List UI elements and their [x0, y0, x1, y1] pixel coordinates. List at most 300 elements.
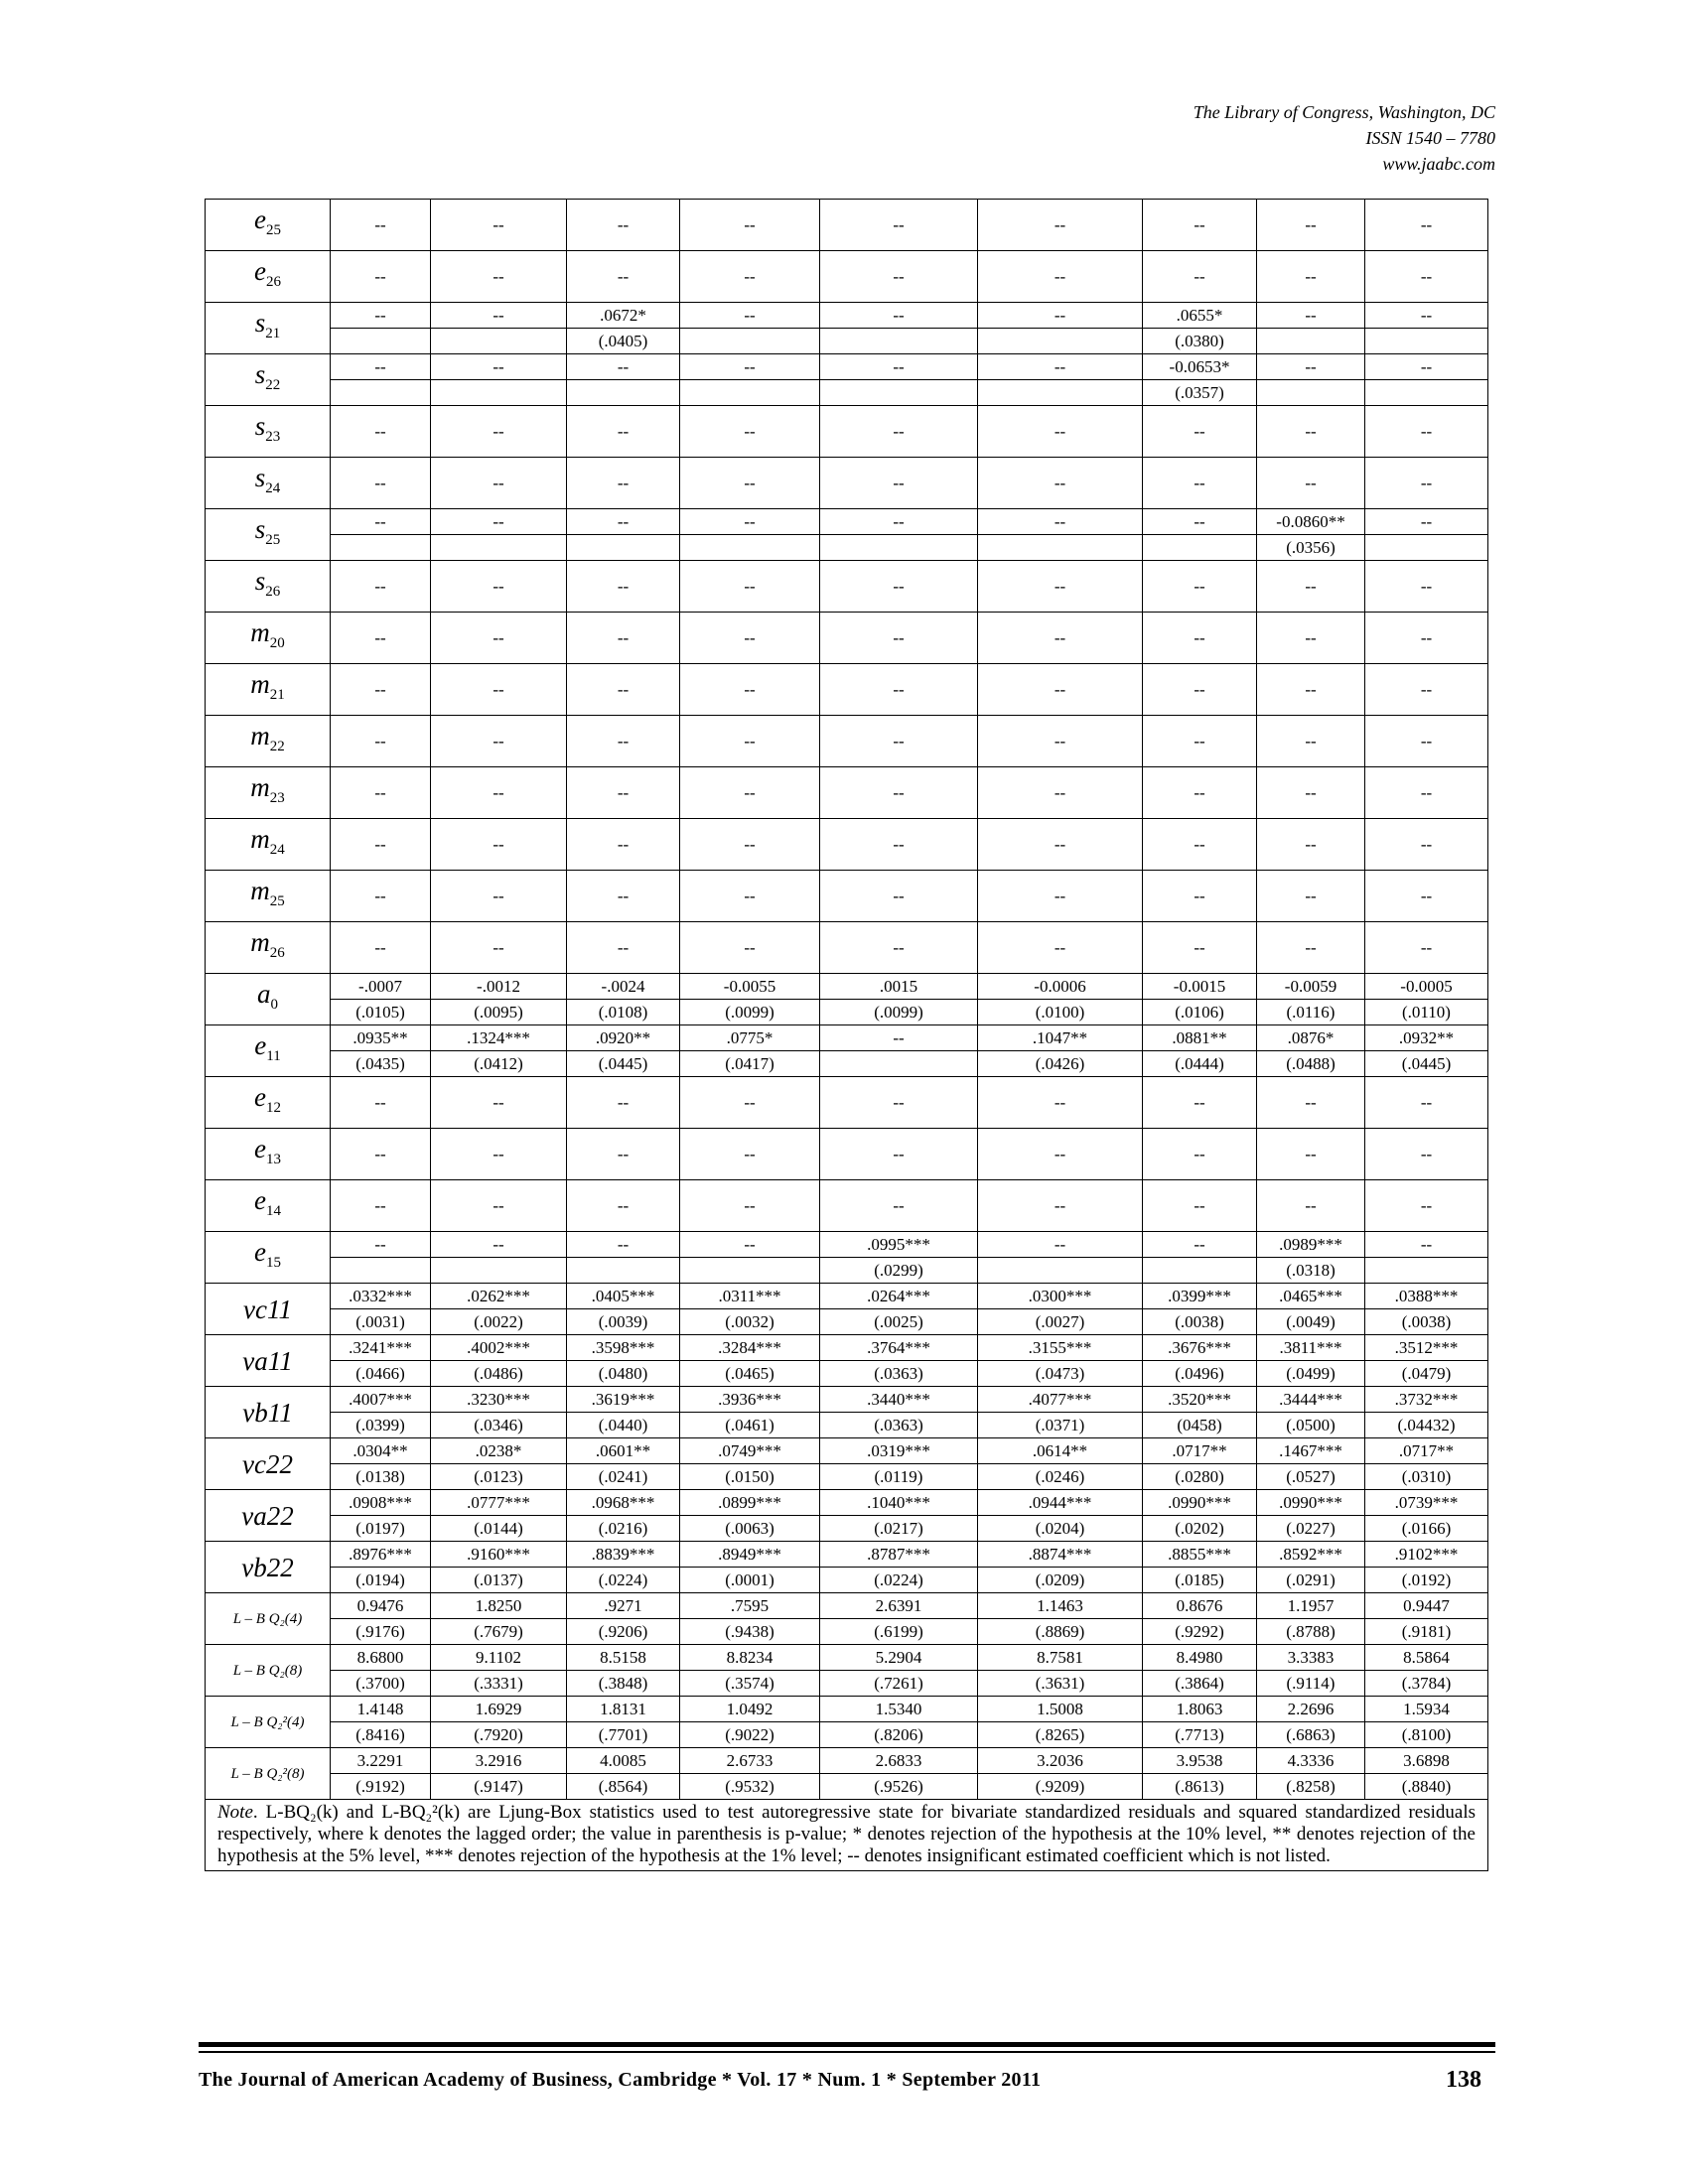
- stderr-cell: (.0435): [331, 1051, 431, 1077]
- coefficient-cell: --: [1365, 1077, 1488, 1129]
- table-row: [206, 354, 1488, 380]
- stderr-cell: (.0445): [567, 1051, 680, 1077]
- table-row: [206, 458, 1488, 509]
- stderr-cell: (.0204): [978, 1516, 1143, 1542]
- coefficient-cell: --: [431, 767, 567, 819]
- coefficient-cell: --: [567, 819, 680, 871]
- coefficient-cell: 1.4148: [331, 1697, 431, 1722]
- coefficient-cell: 3.6898: [1365, 1748, 1488, 1774]
- coefficient-cell: --: [820, 819, 978, 871]
- row-label-subscript: 26: [265, 274, 281, 290]
- coefficient-cell: --: [680, 1129, 820, 1180]
- row-label-subscript: 25: [265, 532, 281, 548]
- table-row-stderr: [206, 380, 1488, 406]
- coefficient-cell: 2.6833: [820, 1748, 978, 1774]
- stderr-cell: (.0194): [331, 1568, 431, 1593]
- stderr-cell: (.3631): [978, 1671, 1143, 1697]
- stderr-cell: (.0166): [1365, 1516, 1488, 1542]
- row-label: [206, 1542, 331, 1593]
- stderr-cell: [431, 1258, 567, 1284]
- table-row: [206, 716, 1488, 767]
- coefficient-cell: .3241***: [331, 1335, 431, 1361]
- stderr-cell: [431, 380, 567, 406]
- row-label-symbol: m: [250, 927, 270, 957]
- row-label: [206, 303, 331, 354]
- stderr-cell: (.0280): [1143, 1464, 1257, 1490]
- coefficient-cell: .0311***: [680, 1284, 820, 1309]
- stderr-cell: (.3700): [331, 1671, 431, 1697]
- coefficient-cell: .3732***: [1365, 1387, 1488, 1413]
- table-row-stderr: [206, 1516, 1488, 1542]
- stderr-cell: (.0150): [680, 1464, 820, 1490]
- row-label-symbol: va22: [241, 1500, 294, 1531]
- coefficient-cell: .1040***: [820, 1490, 978, 1516]
- coefficient-cell: --: [978, 1077, 1143, 1129]
- table-row-stderr: [206, 1619, 1488, 1645]
- coefficient-cell: --: [978, 613, 1143, 664]
- coefficient-cell: --: [1365, 458, 1488, 509]
- stderr-cell: (.0486): [431, 1361, 567, 1387]
- coefficient-cell: .9160***: [431, 1542, 567, 1568]
- coefficient-cell: --: [1365, 767, 1488, 819]
- coefficient-cell: --: [1257, 767, 1365, 819]
- coefficient-cell: .0990***: [1257, 1490, 1365, 1516]
- stderr-cell: [978, 535, 1143, 561]
- stderr-cell: (.9292): [1143, 1619, 1257, 1645]
- stderr-cell: (.0399): [331, 1413, 431, 1438]
- coefficient-cell: --: [567, 354, 680, 380]
- coefficient-cell: --: [567, 561, 680, 613]
- table-row: [206, 767, 1488, 819]
- coefficient-cell: 0.8676: [1143, 1593, 1257, 1619]
- coefficient-cell: --: [1257, 561, 1365, 613]
- coefficient-cell: .0264***: [820, 1284, 978, 1309]
- coefficient-cell: --: [331, 1077, 431, 1129]
- coefficient-cell: .0319***: [820, 1438, 978, 1464]
- coefficient-cell: --: [820, 354, 978, 380]
- coefficient-cell: --: [331, 613, 431, 664]
- stderr-cell: [680, 1258, 820, 1284]
- coefficient-cell: --: [1365, 1180, 1488, 1232]
- row-label-symbol: vb22: [241, 1552, 294, 1582]
- row-label-subscript: 24: [265, 480, 281, 496]
- stderr-cell: (.3784): [1365, 1671, 1488, 1697]
- coefficient-cell: --: [431, 819, 567, 871]
- stderr-cell: (.0444): [1143, 1051, 1257, 1077]
- coefficient-cell: --: [431, 1232, 567, 1258]
- footer-journal: The Journal of American Academy of Business, Cambridge * Vol. 17 * Num. 1 * September 2011: [199, 2069, 1042, 2091]
- coefficient-cell: --: [567, 664, 680, 716]
- coefficient-cell: .0601**: [567, 1438, 680, 1464]
- coefficient-cell: 1.8131: [567, 1697, 680, 1722]
- coefficient-cell: 0.9476: [331, 1593, 431, 1619]
- coefficient-cell: 5.2904: [820, 1645, 978, 1671]
- coefficient-cell: --: [1257, 871, 1365, 922]
- coefficient-cell: --: [1143, 1180, 1257, 1232]
- stderr-cell: [1365, 535, 1488, 561]
- row-label: [206, 1438, 331, 1490]
- table-row: [206, 871, 1488, 922]
- coefficient-cell: 3.9538: [1143, 1748, 1257, 1774]
- coefficient-cell: --: [567, 613, 680, 664]
- stderr-cell: (.0499): [1257, 1361, 1365, 1387]
- table-row: [206, 613, 1488, 664]
- stderr-cell: (.0224): [820, 1568, 978, 1593]
- coefficient-cell: --: [1143, 406, 1257, 458]
- stderr-cell: (.0473): [978, 1361, 1143, 1387]
- stderr-cell: [1365, 1258, 1488, 1284]
- row-label: [206, 1748, 331, 1800]
- row-label: [206, 1077, 331, 1129]
- stderr-cell: (.6199): [820, 1619, 978, 1645]
- coefficient-cell: 2.6391: [820, 1593, 978, 1619]
- stderr-cell: [978, 380, 1143, 406]
- coefficient-cell: --: [978, 354, 1143, 380]
- coefficient-cell: --: [820, 1077, 978, 1129]
- coefficient-cell: .3440***: [820, 1387, 978, 1413]
- table-row: [206, 1542, 1488, 1568]
- coefficient-cell: --: [567, 458, 680, 509]
- stderr-cell: (0458): [1143, 1413, 1257, 1438]
- coefficient-cell: --: [978, 871, 1143, 922]
- coefficient-cell: 8.5864: [1365, 1645, 1488, 1671]
- coefficient-cell: --: [1143, 1129, 1257, 1180]
- row-label: [206, 458, 331, 509]
- stderr-cell: [567, 380, 680, 406]
- coefficient-cell: --: [820, 767, 978, 819]
- row-label-symbol: s: [254, 411, 266, 441]
- row-label: [206, 509, 331, 561]
- stderr-cell: (.04432): [1365, 1413, 1488, 1438]
- coefficient-cell: .0465***: [1257, 1284, 1365, 1309]
- row-label-symbol: s: [254, 566, 266, 596]
- table-row: [206, 561, 1488, 613]
- coefficient-cell: --: [1143, 1077, 1257, 1129]
- table-note: [206, 1800, 1488, 1871]
- stderr-cell: (.0480): [567, 1361, 680, 1387]
- coefficient-cell: .0614**: [978, 1438, 1143, 1464]
- coefficient-cell: --: [978, 1232, 1143, 1258]
- row-label: [206, 664, 331, 716]
- coefficient-cell: 1.5008: [978, 1697, 1143, 1722]
- stderr-cell: (.0038): [1143, 1309, 1257, 1335]
- coefficient-cell: 1.5340: [820, 1697, 978, 1722]
- coefficient-cell: 8.5158: [567, 1645, 680, 1671]
- coefficient-cell: --: [978, 509, 1143, 535]
- coefficient-cell: 8.7581: [978, 1645, 1143, 1671]
- table-row-stderr: [206, 1309, 1488, 1335]
- row-label-symbol: vb11: [242, 1397, 293, 1428]
- coefficient-cell: 3.2036: [978, 1748, 1143, 1774]
- stderr-cell: [1365, 380, 1488, 406]
- row-label-subscript: 0: [270, 997, 278, 1013]
- coefficient-cell: .0968***: [567, 1490, 680, 1516]
- coefficient-cell: -0.0653*: [1143, 354, 1257, 380]
- stderr-cell: (.8564): [567, 1774, 680, 1800]
- stderr-cell: (.7261): [820, 1671, 978, 1697]
- coefficient-cell: --: [978, 458, 1143, 509]
- coefficient-cell: 4.0085: [567, 1748, 680, 1774]
- stderr-cell: (.0185): [1143, 1568, 1257, 1593]
- coefficient-cell: .1047**: [978, 1025, 1143, 1051]
- coefficient-cell: --: [978, 406, 1143, 458]
- stderr-cell: (.8206): [820, 1722, 978, 1748]
- row-label: [206, 974, 331, 1025]
- stderr-cell: (.0001): [680, 1568, 820, 1593]
- estimation-results-table: [205, 199, 1488, 1871]
- coefficient-cell: -0.0860**: [1257, 509, 1365, 535]
- coefficient-cell: -0.0015: [1143, 974, 1257, 1000]
- coefficient-cell: .0775*: [680, 1025, 820, 1051]
- coefficient-cell: 9.1102: [431, 1645, 567, 1671]
- row-label: [206, 716, 331, 767]
- coefficient-cell: .0238*: [431, 1438, 567, 1464]
- table-row-stderr: [206, 1051, 1488, 1077]
- note-label: Note: [217, 1802, 253, 1823]
- table-row: [206, 819, 1488, 871]
- stderr-cell: [820, 329, 978, 354]
- header-library: The Library of Congress, Washington, DC: [1193, 102, 1495, 122]
- table-row: [206, 1284, 1488, 1309]
- stderr-cell: (.0022): [431, 1309, 567, 1335]
- stderr-cell: (.0466): [331, 1361, 431, 1387]
- coefficient-cell: .0672*: [567, 303, 680, 329]
- table-row: [206, 1129, 1488, 1180]
- coefficient-cell: .0015: [820, 974, 978, 1000]
- coefficient-cell: --: [978, 561, 1143, 613]
- row-label-subscript: 23: [265, 429, 281, 445]
- row-label-subscript: 21: [265, 326, 281, 341]
- coefficient-cell: --: [431, 303, 567, 329]
- stderr-cell: (.0197): [331, 1516, 431, 1542]
- coefficient-cell: --: [567, 200, 680, 251]
- row-label-symbol: m: [250, 772, 270, 802]
- row-label-symbol: s: [254, 514, 266, 544]
- stderr-cell: (.0363): [820, 1413, 978, 1438]
- coefficient-cell: --: [1365, 509, 1488, 535]
- coefficient-cell: .0304**: [331, 1438, 431, 1464]
- coefficient-cell: --: [331, 251, 431, 303]
- coefficient-cell: 8.4980: [1143, 1645, 1257, 1671]
- stderr-cell: (.0357): [1143, 380, 1257, 406]
- coefficient-cell: .0388***: [1365, 1284, 1488, 1309]
- coefficient-cell: --: [978, 664, 1143, 716]
- coefficient-cell: --: [680, 561, 820, 613]
- stderr-cell: (.3864): [1143, 1671, 1257, 1697]
- note-text: . L-BQ₂(k) and L-BQ₂²(k) are Ljung-Box statistics used to test autoregressive state for bivariate standardized residuals and squared standardized residuals respectively, where k denotes the lagged order; the value in parenthesis is p-value; * denotes rejection of the hypothesis at the 10% level, ** denotes rejection of the hypothesis at the 5% level, *** denotes rejection of the hypothesis at the 1% level; -- denotes insignificant estimated coefficient which is not listed.: [217, 1802, 1476, 1866]
- row-label-symbol: s: [254, 463, 266, 492]
- table-row-stderr: [206, 1464, 1488, 1490]
- table-row-stderr: [206, 1413, 1488, 1438]
- stderr-cell: (.0039): [567, 1309, 680, 1335]
- coefficient-cell: --: [1365, 1129, 1488, 1180]
- coefficient-cell: --: [331, 509, 431, 535]
- coefficient-cell: --: [978, 251, 1143, 303]
- coefficient-cell: --: [1257, 303, 1365, 329]
- stderr-cell: (.7713): [1143, 1722, 1257, 1748]
- coefficient-cell: 3.2291: [331, 1748, 431, 1774]
- coefficient-cell: --: [331, 354, 431, 380]
- coefficient-cell: 1.1957: [1257, 1593, 1365, 1619]
- row-label: [206, 1129, 331, 1180]
- coefficient-cell: --: [680, 1180, 820, 1232]
- coefficient-cell: --: [1365, 819, 1488, 871]
- stderr-cell: (.8840): [1365, 1774, 1488, 1800]
- coefficient-cell: --: [820, 458, 978, 509]
- coefficient-cell: -.0024: [567, 974, 680, 1000]
- stderr-cell: (.0417): [680, 1051, 820, 1077]
- coefficient-cell: .0739***: [1365, 1490, 1488, 1516]
- coefficient-cell: .3444***: [1257, 1387, 1365, 1413]
- coefficient-cell: --: [978, 819, 1143, 871]
- row-label-subscript: 24: [269, 842, 285, 858]
- stderr-cell: (.0100): [978, 1000, 1143, 1025]
- stderr-cell: (.3848): [567, 1671, 680, 1697]
- coefficient-cell: 1.5934: [1365, 1697, 1488, 1722]
- coefficient-cell: --: [820, 251, 978, 303]
- coefficient-cell: .4077***: [978, 1387, 1143, 1413]
- stderr-cell: [331, 535, 431, 561]
- stderr-cell: [1143, 1258, 1257, 1284]
- stderr-cell: (.0224): [567, 1568, 680, 1593]
- coefficient-cell: --: [567, 509, 680, 535]
- coefficient-cell: --: [431, 1180, 567, 1232]
- coefficient-cell: --: [331, 561, 431, 613]
- coefficient-cell: -.0012: [431, 974, 567, 1000]
- coefficient-cell: .8874***: [978, 1542, 1143, 1568]
- row-label: [206, 1490, 331, 1542]
- row-label-subscript: 12: [265, 1100, 281, 1116]
- table-row: [206, 509, 1488, 535]
- coefficient-cell: --: [680, 406, 820, 458]
- row-label-symbol: L – B Q₂(4): [232, 1610, 303, 1627]
- coefficient-cell: --: [820, 406, 978, 458]
- coefficient-cell: --: [431, 561, 567, 613]
- row-label-subscript: 14: [265, 1203, 281, 1219]
- coefficient-cell: --: [1143, 458, 1257, 509]
- stderr-cell: (.9438): [680, 1619, 820, 1645]
- row-label: [206, 354, 331, 406]
- coefficient-cell: --: [1257, 354, 1365, 380]
- coefficient-cell: --: [567, 406, 680, 458]
- stderr-cell: [820, 1051, 978, 1077]
- coefficient-cell: --: [1257, 664, 1365, 716]
- coefficient-cell: --: [1257, 406, 1365, 458]
- coefficient-cell: --: [680, 354, 820, 380]
- table-row-stderr: [206, 1568, 1488, 1593]
- stderr-cell: [680, 380, 820, 406]
- stderr-cell: (.0241): [567, 1464, 680, 1490]
- stderr-cell: (.9206): [567, 1619, 680, 1645]
- coefficient-cell: .0908***: [331, 1490, 431, 1516]
- coefficient-cell: --: [567, 251, 680, 303]
- coefficient-cell: .0990***: [1143, 1490, 1257, 1516]
- coefficient-cell: --: [1257, 1180, 1365, 1232]
- coefficient-cell: .3811***: [1257, 1335, 1365, 1361]
- row-label-subscript: 26: [265, 584, 281, 600]
- coefficient-cell: --: [1365, 664, 1488, 716]
- stderr-cell: (.9209): [978, 1774, 1143, 1800]
- row-label: [206, 613, 331, 664]
- row-label-symbol: m: [250, 721, 270, 751]
- row-label: [206, 1025, 331, 1077]
- coefficient-cell: --: [1143, 716, 1257, 767]
- stderr-cell: (.0031): [331, 1309, 431, 1335]
- coefficient-cell: --: [680, 613, 820, 664]
- stderr-cell: (.0318): [1257, 1258, 1365, 1284]
- coefficient-cell: --: [680, 664, 820, 716]
- stderr-cell: (.9114): [1257, 1671, 1365, 1697]
- table-row-stderr: [206, 1361, 1488, 1387]
- coefficient-cell: .0332***: [331, 1284, 431, 1309]
- table-row-stderr: [206, 535, 1488, 561]
- coefficient-cell: --: [1143, 251, 1257, 303]
- coefficient-cell: --: [1257, 922, 1365, 974]
- coefficient-cell: .1467***: [1257, 1438, 1365, 1464]
- row-label: [206, 1335, 331, 1387]
- coefficient-cell: --: [431, 354, 567, 380]
- coefficient-cell: --: [1143, 509, 1257, 535]
- coefficient-cell: 1.8063: [1143, 1697, 1257, 1722]
- row-label-subscript: 13: [265, 1152, 281, 1167]
- row-label-symbol: m: [250, 617, 270, 647]
- row-label-symbol: m: [250, 824, 270, 854]
- coefficient-cell: 3.3383: [1257, 1645, 1365, 1671]
- coefficient-cell: .0300***: [978, 1284, 1143, 1309]
- coefficient-cell: .3155***: [978, 1335, 1143, 1361]
- coefficient-cell: .0655*: [1143, 303, 1257, 329]
- stderr-cell: (.0299): [820, 1258, 978, 1284]
- coefficient-cell: --: [431, 458, 567, 509]
- table-row: [206, 1490, 1488, 1516]
- table-row-stderr: [206, 1671, 1488, 1697]
- table-row-stderr: [206, 1722, 1488, 1748]
- row-label: [206, 406, 331, 458]
- coefficient-cell: .8949***: [680, 1542, 820, 1568]
- coefficient-cell: .0995***: [820, 1232, 978, 1258]
- stderr-cell: [331, 329, 431, 354]
- coefficient-cell: --: [978, 1180, 1143, 1232]
- coefficient-cell: .3230***: [431, 1387, 567, 1413]
- coefficient-cell: .4002***: [431, 1335, 567, 1361]
- coefficient-cell: --: [1365, 613, 1488, 664]
- coefficient-cell: .9102***: [1365, 1542, 1488, 1568]
- coefficient-cell: --: [1143, 819, 1257, 871]
- coefficient-cell: --: [331, 819, 431, 871]
- stderr-cell: (.0405): [567, 329, 680, 354]
- row-label: [206, 1180, 331, 1232]
- coefficient-cell: .0935**: [331, 1025, 431, 1051]
- coefficient-cell: --: [1257, 251, 1365, 303]
- stderr-cell: (.0049): [1257, 1309, 1365, 1335]
- stderr-cell: (.0216): [567, 1516, 680, 1542]
- stderr-cell: [978, 329, 1143, 354]
- row-label-symbol: e: [254, 1185, 266, 1215]
- coefficient-cell: --: [431, 200, 567, 251]
- stderr-cell: (.0119): [820, 1464, 978, 1490]
- coefficient-cell: --: [978, 1129, 1143, 1180]
- coefficient-cell: -0.0005: [1365, 974, 1488, 1000]
- running-header: [1194, 99, 1495, 177]
- coefficient-cell: --: [1143, 561, 1257, 613]
- coefficient-cell: --: [331, 664, 431, 716]
- row-label-symbol: s: [254, 359, 266, 389]
- coefficient-cell: -.0007: [331, 974, 431, 1000]
- coefficient-cell: --: [1365, 716, 1488, 767]
- coefficient-cell: 3.2916: [431, 1748, 567, 1774]
- table-row: [206, 974, 1488, 1000]
- coefficient-cell: --: [680, 767, 820, 819]
